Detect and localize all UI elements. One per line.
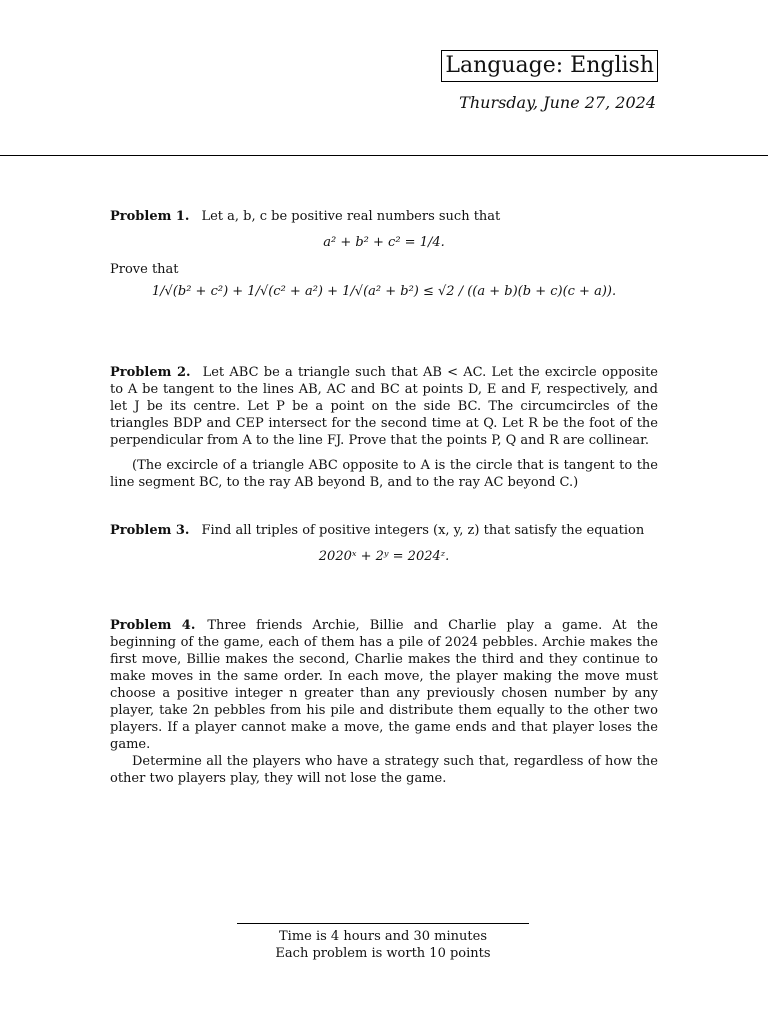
problem-4 <box>110 617 658 787</box>
problem-3-text: Find all triples of positive integers (x, y, z) that satisfy the equation <box>201 523 645 538</box>
problem-2 <box>110 364 658 491</box>
problem-2-note: (The excircle of a triangle ABC opposite to A is the circle that is tangent to the line segment BC, to the ray AB beyond B, and to the ray AC beyond C.) <box>110 458 658 490</box>
problem-1-inequality-text: 1/√(b² + c²) + 1/√(c² + a²) + 1/√(a² + b²) ≤ √2 / ((a + b)(b + c)(c + a)). <box>151 284 617 299</box>
footer <box>237 928 529 962</box>
problem-3-equation-text: 2020ˣ + 2ʸ = 2024ᶻ. <box>318 549 450 564</box>
problem-1 <box>110 208 658 310</box>
exam-date: Thursday, June 27, 2024 <box>459 93 656 112</box>
problem-3 <box>110 522 658 575</box>
problem-1-condition <box>110 233 658 253</box>
problem-1-condition-text: a² + b² + c² = 1/4. <box>323 235 445 250</box>
problem-4-title: Problem 4. <box>110 618 196 633</box>
problem-1-inequality <box>110 282 658 302</box>
footer-time: Time is 4 hours and 30 minutes <box>278 929 487 944</box>
problem-3-title: Problem 3. <box>110 523 190 538</box>
problem-4-question: Determine all the players who have a strategy such that, regardless of how the other two players play, they will not lose the game. <box>110 754 658 786</box>
problem-2-text: Let ABC be a triangle such that AB < AC. Let the excircle opposite to A be tangent to the lines AB, AC and BC at points D, E and F, respectively, and let J be its centre. Let P be a point on the side BC. The circumcircles of the triangles BDP and CEP intersect for the second time at Q. Let R be the foot of the perpendicular from A to the line FJ. Prove that the points P, Q and R are collinear. <box>110 365 659 448</box>
problem-1-prove: Prove that <box>110 262 179 277</box>
footer-points: Each problem is worth 10 points <box>275 946 491 961</box>
language-label: Language: English <box>441 50 658 82</box>
footer-divider <box>237 923 529 924</box>
problem-1-title: Problem 1. <box>110 209 190 224</box>
header-divider <box>0 155 768 156</box>
problem-4-text: Three friends Archie, Billie and Charlie play a game. At the beginning of the game, each of them has a pile of 2024 pebbles. Archie makes the first move, Billie makes the second, Charlie makes the third and they continue to make moves in the same order. In each move, the player making the move must choose a positive integer n greater than any previously chosen number by any player, take 2n pebbles from his pile and distribute them equally to the other two players. If a player cannot make a move, the game ends and that player loses the game. <box>110 618 658 752</box>
problem-1-intro: Let a, b, c be positive real numbers such that <box>201 209 501 224</box>
problem-2-title: Problem 2. <box>110 365 191 380</box>
problem-3-equation <box>110 547 658 567</box>
